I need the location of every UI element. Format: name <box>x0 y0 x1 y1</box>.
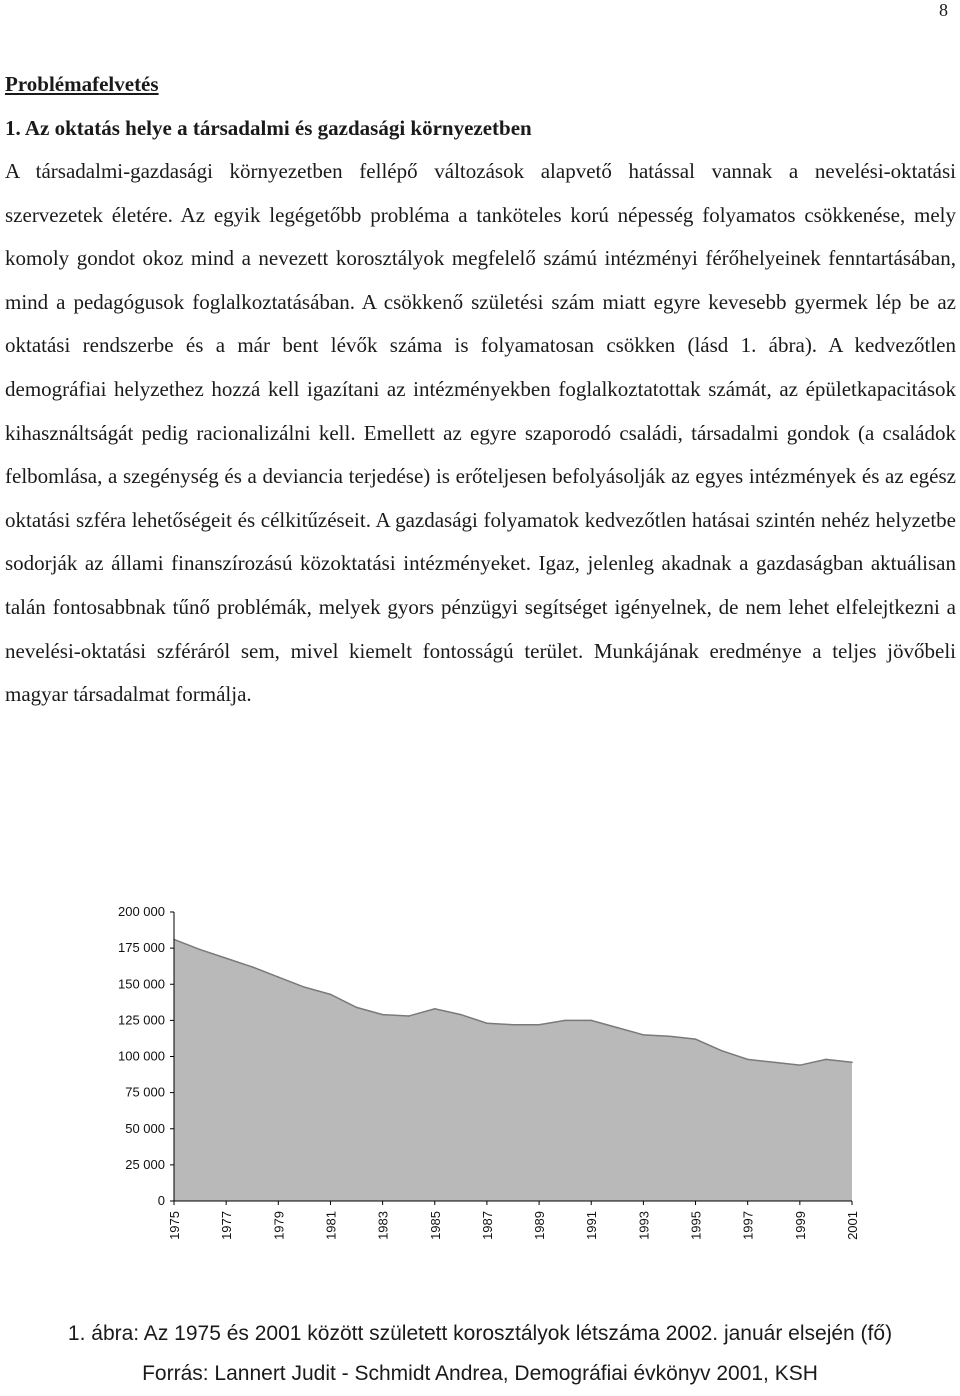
subtitle: 1. Az oktatás helye a társadalmi és gazdasági környezetben <box>5 116 532 140</box>
data-point-1976 <box>199 949 201 951</box>
data-point-1986 <box>460 1014 462 1016</box>
x-tick-label: 1981 <box>323 1211 339 1240</box>
x-tick-label: 1985 <box>427 1211 443 1240</box>
page-number: 8 <box>939 0 948 20</box>
figure-caption: 1. ábra: Az 1975 és 2001 között született korosztályok létszáma 2002. január elsején (fő) <box>67 1322 893 1345</box>
data-point-1990 <box>564 1020 566 1022</box>
data-point-1977 <box>225 957 227 959</box>
y-tick-label: 75 000 <box>125 1084 165 1100</box>
data-point-1995 <box>695 1038 697 1040</box>
data-point-2000 <box>825 1059 827 1061</box>
x-tick-label: 1999 <box>792 1211 808 1240</box>
y-tick-label: 150 000 <box>118 976 165 992</box>
data-point-1985 <box>434 1008 436 1010</box>
y-tick-label: 50 000 <box>125 1120 165 1136</box>
y-tick-label: 25 000 <box>125 1156 165 1172</box>
x-tick-label: 1987 <box>479 1211 495 1240</box>
data-point-1992 <box>617 1027 619 1029</box>
y-tick-label: 0 <box>157 1193 165 1208</box>
data-point-1981 <box>330 994 332 996</box>
x-tick-label: 1993 <box>636 1211 652 1240</box>
data-point-1994 <box>669 1035 671 1037</box>
data-point-1980 <box>304 986 306 988</box>
data-point-1998 <box>773 1061 775 1063</box>
y-tick-label: 175 000 <box>118 940 165 956</box>
x-tick-label: 1991 <box>584 1211 600 1240</box>
x-tick-label: 1979 <box>271 1211 287 1240</box>
y-tick-label: 200 000 <box>118 904 165 919</box>
data-point-1996 <box>721 1050 723 1052</box>
data-point-1979 <box>278 976 280 978</box>
data-point-1993 <box>643 1034 645 1036</box>
body-paragraph: A társadalmi-gazdasági környezetben fellépő változások alapvető hatással vannak a nevelési-oktatási szervezetek életére. Az egyik legégetőbb probléma a tanköteles korú népesség folyamatos csökkenése, mely komoly gondot okoz mind a nevezett korosztályok megfelelő számú intézményi férőhelyeinek fenntartásában, mind a pedagógusok foglalkoztatásában. A csökkenő születési szám miatt egyre kevesebb gyermek lép be az oktatási rendszerbe és a már bent lévők száma is folyamatosan csökken (lásd 1. ábra). A kedvezőtlen demográfiai helyzethez hozzá kell igazítani az intézményekben foglalkoztatottak számát, az épületkapacitások kihasználtságát pedig racionalizálni kell. Emellett az egyre szaporodó családi, társadalmi gondok (a családok felbomlása, a szegénység és a deviancia terjedése) is erőteljesen befolyásolják az egyes intézmények és az egész oktatási szféra lehetőségeit és célkitűzéseit. A gazdasági folyamatok kedvezőtlen hatásai szintén nehéz helyzetbe sodorják az állami finanszírozású közoktatási intézményeket. Igaz, jelenleg akadnak a gazdaságban aktuálisan talán fontosabbnak tűnő problémák, melyek gyors pénzügyi segítséget igényelnek, de nem lehet elfelejtkezni a nevelési-oktatási szféráról sem, mivel kiemelt fontosságú terület. Munkájának eredménye a teljes jövőbeli magyar társadalmat formálja. <box>5 159 956 707</box>
data-point-1989 <box>538 1024 540 1026</box>
data-point-1991 <box>590 1020 592 1022</box>
data-point-1997 <box>747 1059 749 1061</box>
data-point-1982 <box>356 1007 358 1009</box>
section-title: Problémafelvetés <box>5 72 159 96</box>
data-point-1978 <box>251 966 253 968</box>
figure-source: Forrás: Lannert Judit - Schmidt Andrea, Demográfiai évkönyv 2001, KSH <box>142 1362 818 1385</box>
y-tick-label: 100 000 <box>118 1048 165 1064</box>
data-point-1984 <box>408 1015 410 1017</box>
data-point-1983 <box>382 1014 384 1016</box>
area-fill <box>174 939 852 1201</box>
population-area-chart <box>100 895 880 1265</box>
x-tick-label: 1983 <box>375 1211 391 1240</box>
x-tick-label: 1975 <box>167 1211 182 1240</box>
x-tick-label: 1995 <box>688 1211 704 1240</box>
data-point-1987 <box>486 1022 488 1024</box>
x-tick-label: 1989 <box>532 1211 548 1240</box>
y-tick-label: 125 000 <box>118 1012 165 1028</box>
x-tick-label: 1977 <box>219 1211 235 1240</box>
x-tick-label: 1997 <box>740 1211 756 1240</box>
data-point-2001 <box>851 1061 853 1063</box>
x-tick-label: 2001 <box>845 1211 860 1240</box>
data-point-1999 <box>799 1064 801 1066</box>
data-point-1988 <box>512 1024 514 1026</box>
